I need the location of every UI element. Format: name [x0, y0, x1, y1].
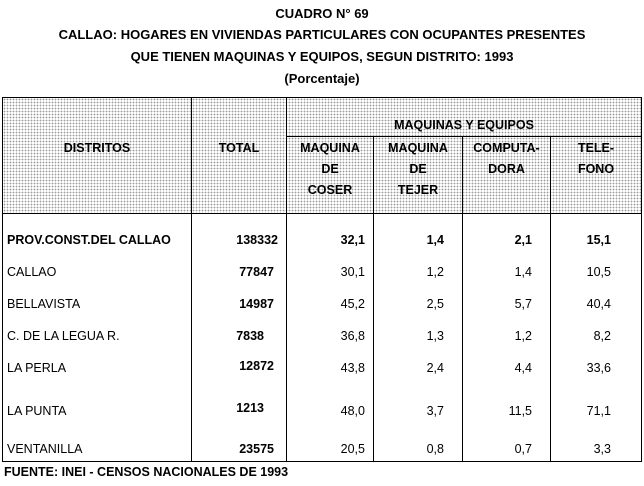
cell-computadora: 0,7	[514, 442, 532, 456]
row-label-ventanilla: VENTANILLA	[7, 442, 83, 456]
header-total: TOTAL	[218, 141, 260, 155]
cell-total: 138332	[236, 233, 278, 247]
cell-maquina-coser: 30,1	[340, 265, 365, 279]
row-label-bellavista: BELLAVISTA	[7, 297, 81, 311]
cell-telefono: 3,3	[593, 442, 611, 456]
header-line: TELE-	[577, 141, 615, 155]
header-line: MAQUINA	[388, 141, 448, 155]
cell-maquina-tejer: 1,3	[426, 329, 444, 343]
table-title-line-2: QUE TIENEN MAQUINAS Y EQUIPOS, SEGUN DISTRITO: 1993	[130, 49, 514, 64]
table-number: CUADRO N° 69	[275, 6, 369, 21]
cell-telefono: 71,1	[586, 404, 611, 418]
cell-telefono: 10,5	[586, 265, 611, 279]
cell-total: 12872	[239, 359, 274, 373]
header-telefono	[551, 138, 641, 180]
cell-maquina-coser: 20,5	[340, 442, 365, 456]
header-maquina-de-tejer	[374, 138, 462, 201]
header-maquina-de-coser	[287, 138, 373, 201]
table-title-line-1: CALLAO: HOGARES EN VIVIENDAS PARTICULARES CON OCUPANTES PRESENTES	[58, 27, 586, 42]
group-divider	[286, 136, 641, 137]
cell-computadora: 11,5	[508, 404, 532, 418]
header-computadora	[463, 138, 550, 180]
header-line: DE	[409, 162, 427, 176]
cell-maquina-coser: 43,8	[340, 361, 365, 375]
header-line: COMPUTA-	[473, 141, 540, 155]
row-label-prov-const-del-callao: PROV.CONST.DEL CALLAO	[7, 233, 171, 247]
header-line: FONO	[577, 162, 615, 176]
cell-maquina-tejer: 3,7	[426, 404, 444, 418]
cell-maquina-coser: 48,0	[340, 404, 365, 418]
header-line: DE	[321, 162, 339, 176]
cell-computadora: 2,1	[514, 233, 532, 247]
cell-computadora: 4,4	[514, 361, 532, 375]
row-label-la-punta: LA PUNTA	[7, 404, 67, 418]
cell-telefono: 40,4	[586, 297, 611, 311]
cell-maquina-tejer: 1,2	[426, 265, 444, 279]
header-bottom-border	[3, 213, 641, 214]
header-line: MAQUINA	[300, 141, 360, 155]
table-unit: (Porcentaje)	[284, 71, 360, 86]
cell-computadora: 1,2	[514, 329, 532, 343]
cell-maquina-coser: 45,2	[340, 297, 365, 311]
cell-maquina-coser: 32,1	[340, 233, 365, 247]
row-label-la-perla: LA PERLA	[7, 361, 67, 375]
cell-computadora: 1,4	[514, 265, 532, 279]
data-table	[2, 97, 642, 462]
header-line: DORA	[488, 162, 525, 176]
cell-maquina-tejer: 2,4	[426, 361, 444, 375]
cell-total: 1213	[236, 401, 264, 415]
cell-maquina-tejer: 2,5	[426, 297, 444, 311]
source-note: FUENTE: INEI - CENSOS NACIONALES DE 1993	[4, 465, 289, 479]
cell-maquina-tejer: 0,8	[426, 442, 444, 456]
cell-maquina-coser: 36,8	[340, 329, 365, 343]
cell-total: 23575	[239, 442, 274, 456]
cell-telefono: 33,6	[586, 361, 611, 375]
header-line: TEJER	[397, 183, 439, 197]
cell-telefono: 8,2	[593, 329, 611, 343]
row-label-c-de-la-legua: C. DE LA LEGUA R.	[7, 329, 120, 343]
cell-telefono: 15,1	[586, 233, 611, 247]
header-distritos: DISTRITOS	[63, 141, 131, 155]
header-line: COSER	[307, 183, 353, 197]
header-maquinas-y-equipos: MAQUINAS Y EQUIPOS	[394, 118, 534, 132]
cell-total: 7838	[236, 329, 264, 343]
cell-total: 77847	[239, 265, 274, 279]
cell-computadora: 5,7	[514, 297, 532, 311]
cell-total: 14987	[239, 297, 274, 311]
cell-maquina-tejer: 1,4	[426, 233, 444, 247]
row-label-callao: CALLAO	[7, 265, 57, 279]
